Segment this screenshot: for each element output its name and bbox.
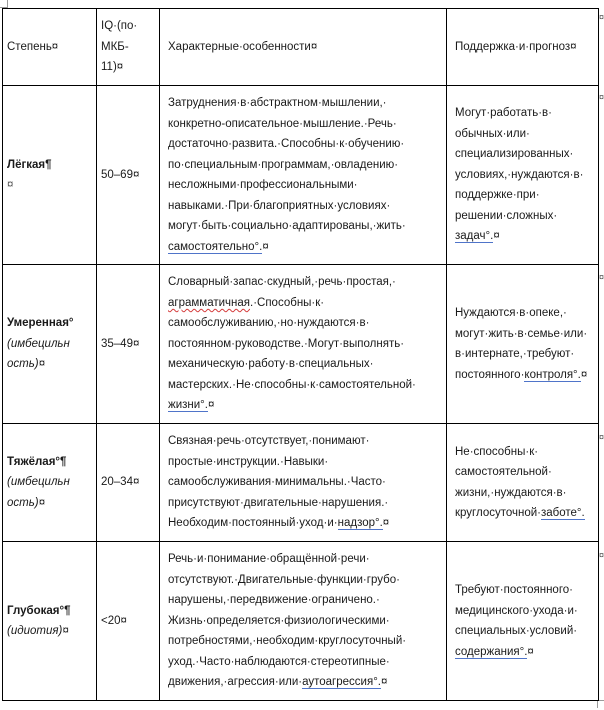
- table-row: [3, 542, 599, 701]
- table-row: [3, 265, 599, 424]
- support-cell: Не·способны·к· самостоятельной· жизни,·нуждаются·в· круглосуточной·заботе°.: [447, 424, 599, 542]
- row-end-mark: ¤: [599, 550, 604, 560]
- header-features: Характерные·особенности¤: [160, 9, 447, 86]
- header-row: [3, 9, 599, 86]
- row-end-mark: ¤: [599, 92, 604, 102]
- row-end-mark: ¤: [599, 12, 604, 22]
- degree-cell: Лёгкая¶ ¤: [3, 86, 97, 265]
- features-cell: Затруднения·в·абстрактном·мышлении,· конкретно-описательное·мышление.·Речь· достаточно·развита.·Способны·к·обучению· по·специальным·программам,·овладению· несложными·профессиональными· навыками.·При·благоприятных·условиях· могут·быть·социально·адаптированы,·жить· самостоятельно°.¤: [160, 86, 447, 265]
- features-cell: Словарный·запас·скудный,·речь·простая,· аграмматичная.·Способны·к· самообслуживанию,·но·нуждаются·в· постоянном·руководстве.·Могут·выполнять· механическую·работу·в·специальных· мастерских.·Не·способны·к·самостоятельной· жизни°.¤: [160, 265, 447, 424]
- support-cell: Требуют·постоянного· медицинского·ухода·и· специальных·условий· содержания°.¤: [447, 542, 599, 701]
- header-degree: Степень¤: [3, 9, 97, 86]
- degree-cell: Глубокая°¶ (идиотия)¤: [3, 542, 97, 701]
- table-row: [3, 86, 599, 265]
- header-support: Поддержка·и·прогноз¤: [447, 9, 599, 86]
- degree-cell: Тяжёлая°¶ (имбецильн ость)¤: [3, 424, 97, 542]
- iq-cell: 20–34¤: [97, 424, 160, 542]
- disability-degrees-table: [2, 8, 599, 701]
- features-cell: Речь·и·понимание·обращённой·речи· отсутствуют.·Двигательные·функции·грубо· нарушены,·передвижение·ограничено.· Жизнь·определяется·физиологическими· потребностями,·необходим·круглосуточный· уход.·Часто·наблюдаются·стереотипные· движения,·агрессия·или·аутоагрессия°.¤: [160, 542, 447, 701]
- iq-cell: <20¤: [97, 542, 160, 701]
- iq-cell: 35–49¤: [97, 265, 160, 424]
- degree-cell: Умеренная° (имбецильн ость)¤: [3, 265, 97, 424]
- features-cell: Связная·речь·отсутствует,·понимают· простые·инструкции.·Навыки· самообслуживания·минимальны.·Часто· присутствуют·двигательные·нарушения.· Необходим·постоянный·уход·и·надзор°.¤: [160, 424, 447, 542]
- header-iq: IQ·(по· МКБ- 11)¤: [97, 9, 160, 86]
- row-end-mark: ¤: [599, 272, 604, 282]
- row-end-mark: ¤: [599, 432, 604, 442]
- iq-cell: 50–69¤: [97, 86, 160, 265]
- table-row: [3, 424, 599, 542]
- support-cell: Нуждаются·в·опеке,· могут·жить·в·семье·или· в·интернате,·требуют· постоянного·контроля°.¤: [447, 265, 599, 424]
- page-corner-mark-top: [0, 0, 8, 8]
- support-cell: Могут·работать·в· обычных·или· специализированных· условиях,·нуждаются·в· поддержке·при· решении·сложных· задач°.¤: [447, 86, 599, 265]
- page-corner-mark-bottom: [597, 700, 604, 708]
